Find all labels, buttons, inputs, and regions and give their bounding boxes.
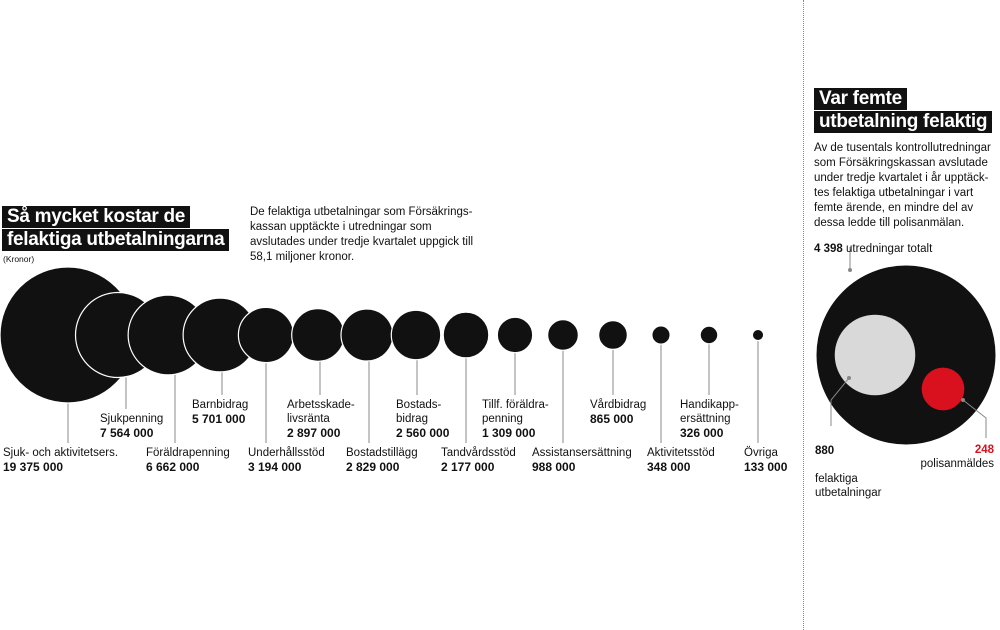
right-title-line-2: utbetalning felaktig: [814, 111, 992, 133]
bubble-label-föräldrapenning: [146, 446, 230, 474]
bubble-label-bostads-bidrag: [396, 398, 449, 440]
bubble-tandvårdsstöd: [443, 312, 489, 358]
category-name: Barnbidrag: [192, 399, 249, 411]
bubble-label-vårdbidrag: [590, 398, 646, 426]
left-title-line-2: felaktiga utbetalningarna: [2, 229, 229, 251]
total-text: utredningar totalt: [845, 243, 933, 255]
category-name: Underhållsstöd: [248, 447, 325, 459]
category-name: Bostads- bidrag: [396, 399, 442, 425]
bubble-label-barnbidrag: [192, 398, 248, 426]
right-intro: Av de tusentals kontrollutredningar som Försäkringskassan avslutade under tredje kvartalet i år upptäck- tes felaktiga utbetalningar i vart femte ärende, en mindre del av dessa ledde till polisanmälan.: [814, 142, 991, 229]
category-name: Tandvårdsstöd: [441, 447, 516, 459]
category-value: 133 000: [744, 460, 788, 474]
bubble-label-sjuk-och-aktivitetsers: [3, 446, 118, 474]
bubble-label-tillf-föräldra-penning: [482, 398, 549, 440]
wrong-value: 880: [815, 445, 835, 457]
right-title-line-1: Var femte: [814, 88, 907, 110]
bubble-label-handikapp-ersättning: [680, 398, 739, 440]
circle-police: [922, 368, 965, 411]
category-value: 326 000: [680, 426, 724, 440]
bubble-label-aktivitetsstöd: [647, 446, 715, 474]
bubble-label-tandvårdsstöd: [441, 446, 516, 474]
police-label: [918, 443, 994, 471]
bubble-label-övriga: [744, 446, 787, 474]
total-value: 4 398: [814, 243, 843, 255]
category-value: 348 000: [647, 460, 691, 474]
wrong-label: [815, 430, 882, 500]
category-value: 2 897 000: [287, 426, 341, 440]
bubble-övriga: [752, 329, 763, 340]
category-value: 5 701 000: [192, 412, 246, 426]
bubble-label-arbetsskade-livsränta: [287, 398, 355, 440]
bubble-vårdbidrag: [599, 321, 628, 350]
category-value: 988 000: [532, 460, 576, 474]
bubble-underhållsstöd: [238, 307, 293, 362]
category-name: Tillf. föräldra- penning: [482, 399, 549, 425]
bubble-bostads-bidrag: [391, 310, 440, 359]
bubble-arbetsskade-livsränta: [292, 309, 345, 362]
bubble-bostadstillägg: [341, 309, 393, 361]
bubble-label-bostadstillägg: [346, 446, 418, 474]
bubble-label-sjukpenning: [100, 412, 163, 440]
category-name: Bostadstillägg: [346, 447, 418, 459]
unit-label: (Kronor): [3, 254, 35, 264]
police-text: polisanmäldes: [920, 458, 994, 470]
category-name: Övriga: [744, 447, 778, 459]
category-value: 2 560 000: [396, 426, 450, 440]
category-name: Aktivitetsstöd: [647, 447, 715, 459]
leader-dot-police: [961, 398, 965, 402]
leader-dot-wrong: [847, 376, 851, 380]
category-value: 3 194 000: [248, 460, 302, 474]
bubble-aktivitetsstöd: [652, 326, 670, 344]
bubble-tillf-föräldra-penning: [497, 317, 532, 352]
category-name: Handikapp- ersättning: [680, 399, 739, 425]
category-value: 19 375 000: [3, 460, 64, 474]
police-value: 248: [974, 444, 994, 456]
category-name: Sjukpenning: [100, 413, 164, 425]
bubble-assistansersättning: [548, 320, 579, 351]
category-value: 2 829 000: [346, 460, 400, 474]
category-value: 1 309 000: [482, 426, 536, 440]
bubble-label-assistansersättning: [532, 446, 632, 474]
category-name: Sjuk- och aktivitetsers.: [3, 447, 119, 459]
bubble-label-underhållsstöd: [248, 446, 325, 474]
category-value: 2 177 000: [441, 460, 495, 474]
wrong-text: felaktiga utbetalningar: [815, 473, 882, 499]
left-intro: De felaktiga utbetalningar som Försäkrings- kassan upptäckte i utredningar som avslutades under tredje kvartalet uppgick till 58,1 miljoner kronor.: [250, 206, 474, 263]
bubble-handikapp-ersättning: [700, 326, 718, 344]
category-name: Vårdbidrag: [590, 399, 647, 411]
category-value: 865 000: [590, 412, 634, 426]
circle-wrong: [835, 315, 916, 396]
category-name: Assistansersättning: [532, 447, 632, 459]
category-name: Föräldrapenning: [146, 447, 230, 459]
left-title-line-1: Så mycket kostar de: [2, 206, 190, 228]
category-value: 7 564 000: [100, 426, 154, 440]
category-value: 6 662 000: [146, 460, 200, 474]
total-label: [814, 242, 932, 256]
category-name: Arbetsskade- livsränta: [287, 399, 355, 425]
leader-dot-total: [848, 268, 852, 272]
